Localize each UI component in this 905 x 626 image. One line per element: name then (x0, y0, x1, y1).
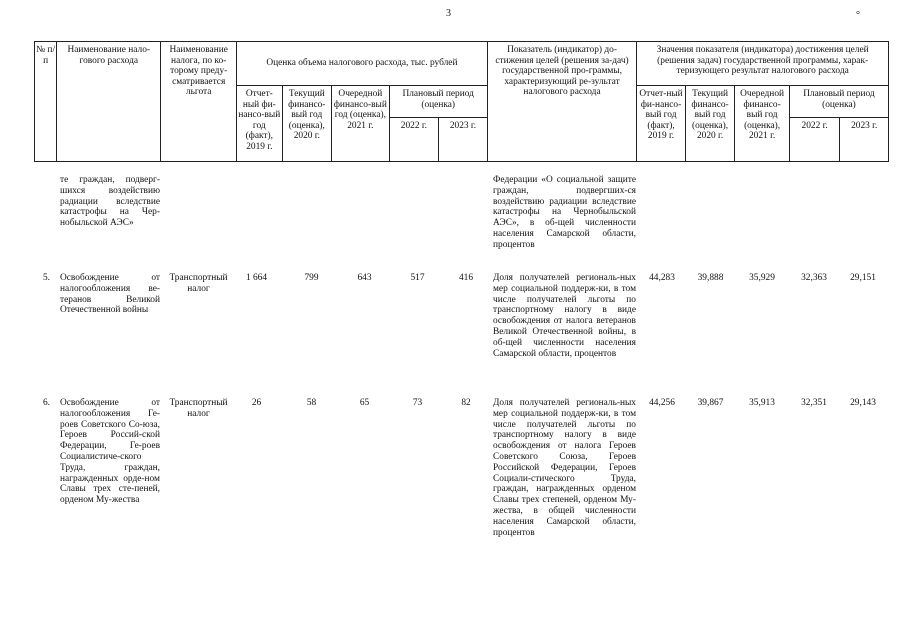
row-name: Освобождение от налогообложения Ге-роев Советского Со-юза, Героев Россий-ской Федерации, Ге-роев Социалистиче-ского Труда, граждан, награжденных орде-ном Славы трех сте-пеней, орденом Му-жества (60, 398, 160, 506)
header-val-current: Текущий финансо-вый год (оценка), 2020 г. (685, 86, 735, 162)
header-col-estimate: Оценка объема налогового расхода, тыс. рублей (237, 42, 488, 86)
value-2021: 35,913 (749, 398, 775, 408)
row-number: 6. (42, 398, 50, 408)
header-est-plan: Плановый период (оценка) (389, 86, 487, 118)
value-2019: 44,256 (649, 398, 675, 408)
value-2023: 29,151 (850, 273, 876, 283)
corner-mark: ° (856, 10, 860, 21)
header-val-report: Отчет-ный фи-нансо-вый год (факт), 2019 г. (637, 86, 686, 162)
header-est-report: Отчет-ный фи-нансо-вый год (факт), 2019 г. (237, 86, 282, 162)
estimate-2022: 517 (410, 273, 425, 283)
row-indicator: Доля получателей региональ-ных мер социальной поддерж-ки, в том числе получателей льготы по транспортному налогу в виде освобождения от налога Героев Советского Союза, Героев Российской Федерации, Героев Социали-стического Труда, граждан, награжденных орденом Славы трех степеней, орденом Му-жества, в общей численности населения Самарской области, процентов (493, 398, 636, 538)
header-col-name: Наименование нало-гового расхода (57, 42, 161, 162)
header-col-values: Значения показателя (индикатора) достижения целей (решения задач) государственной программы, харак-теризующего результат налогового расхода (637, 42, 889, 86)
estimate-2022: 73 (412, 398, 423, 408)
estimate-2021: 65 (359, 398, 370, 408)
value-2020: 39,867 (697, 398, 724, 408)
row-tax: Транспортный налог (169, 398, 228, 419)
value-2022: 32,363 (801, 273, 827, 283)
header-est-current: Текущий финансо-вый год (оценка), 2020 г. (282, 86, 332, 162)
estimate-2023: 82 (461, 398, 471, 408)
estimate-2020: 58 (306, 398, 317, 408)
header-est-2023: 2023 г. (439, 118, 488, 162)
header-val-2023: 2023 г. (840, 118, 889, 162)
header-col-tax: Наименование налога, по ко-торому преду-сматривается льгота (161, 42, 237, 162)
page-number: 3 (446, 8, 451, 19)
header-table (34, 41, 889, 162)
estimate-2020: 799 (304, 273, 319, 283)
estimate-2021: 643 (357, 273, 372, 283)
header-val-2022: 2022 г. (789, 118, 840, 162)
continuation-indicator: Федерации «О социальной защите граждан, подвергших-ся воздействию радиации вследствие катастрофы на Чернобыльской АЭС», в об-щей численности населения Самарской области, процентов (493, 175, 636, 250)
continuation-name: те граждан, подверг-шихся воздействию радиации вследствие катастрофы на Чер-нобыльской АЭС» (60, 175, 160, 229)
estimate-2023: 416 (458, 273, 474, 283)
header-val-plan: Плановый период (оценка) (789, 86, 888, 118)
header-col-no: № п/п (35, 42, 57, 162)
row-indicator: Доля получателей региональ-ных мер социальной поддерж-ки, в том числе получателей льготы по транспортному налогу в виде освобождения от налога ветеранов Великой Отечественной войны, в об-щей численности населения Самарской области, процентов (493, 273, 636, 359)
value-2020: 39,888 (697, 273, 724, 283)
header-est-next: Очередной финансо-вый год (оценка), 2021 г. (332, 86, 390, 162)
header-val-next: Очередной финансо-вый год (оценка), 2021 г. (735, 86, 790, 162)
estimate-2019: 26 (251, 398, 262, 408)
value-2022: 32,351 (801, 398, 827, 408)
estimate-2019: 1 664 (245, 273, 268, 283)
header-col-indicator: Показатель (индикатор) до-стижения целей (решения за-дач) государственной про-граммы, характеризующий ре-зультат налогового расхода (487, 42, 637, 162)
value-2023: 29,143 (850, 398, 876, 408)
row-name: Освобождение от налогообложения ве-теранов Великой Отечественной войны (60, 273, 160, 316)
row-tax: Транспортный налог (169, 273, 228, 294)
value-2019: 44,283 (649, 273, 675, 283)
header-est-2022: 2022 г. (389, 118, 439, 162)
value-2021: 35,929 (749, 273, 775, 283)
row-number: 5. (42, 273, 50, 283)
